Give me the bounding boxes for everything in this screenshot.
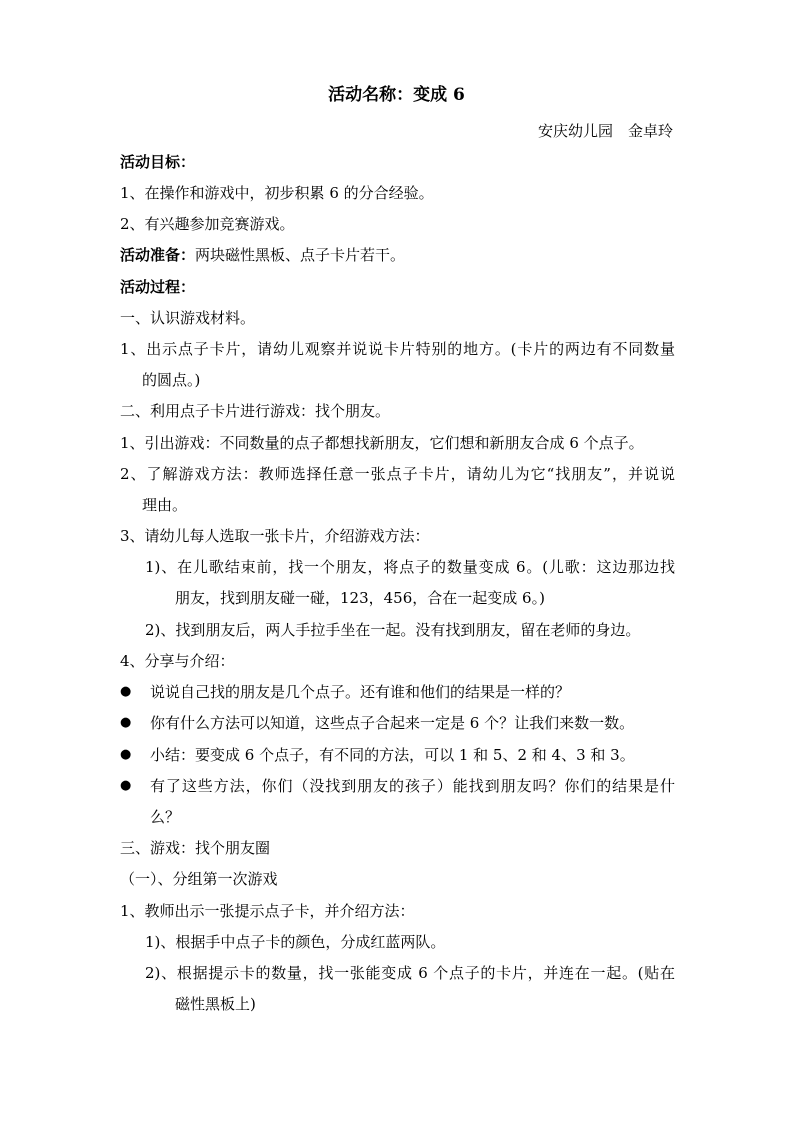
section-3-item-1-sub-2-cont: 磁性黑板上)	[175, 995, 256, 1013]
bullet-item-3: 小结：要变成 6 个点子，有不同的方法，可以 1 和 5、2 和 4、3 和 3。	[150, 746, 635, 764]
bullet-item-4: 有了这些方法，你们（没找到朋友的孩子）能找到朋友吗？你们的结果是什	[150, 777, 675, 795]
section-2-item-1: 1、引出游戏：不同数量的点子都想找新朋友，它们想和新朋友合成 6 个点子。	[120, 434, 644, 452]
section-2-item-2-cont: 理由。	[142, 496, 188, 514]
prep-line	[120, 239, 675, 271]
author-line: 安庆幼儿园 金卓玲	[537, 122, 673, 140]
bullet-dot-icon: ●	[120, 778, 132, 793]
section-2-item-3-sub-2: 2)、找到朋友后，两人手拉手坐在一起。没有找到朋友，留在老师的身边。	[145, 621, 641, 639]
prep-text: 两块磁性黑板、点子卡片若干。	[195, 246, 406, 264]
bullet-item-2: 你有什么方法可以知道，这些点子合起来一定是 6 个？让我们来数一数。	[150, 714, 635, 732]
goal-heading: 活动目标：	[120, 153, 196, 171]
goal-item-2: 2、有兴趣参加竞赛游戏。	[120, 215, 295, 233]
section-1-title: 一、认识游戏材料。	[120, 309, 256, 327]
bullet-item-1: 说说自己找的朋友是几个点子。还有谁和他们的结果是一样的？	[150, 683, 571, 701]
process-heading: 活动过程：	[120, 278, 196, 296]
section-2-item-3-sub-1-cont: 朋友，找到朋友碰一碰，123，456，合在一起变成 6。)	[175, 589, 545, 607]
section-3-subtitle: （一）、分组第一次游戏	[120, 870, 278, 888]
section-2-item-4: 4、分享与介绍：	[120, 652, 235, 670]
prep-label: 活动准备：	[120, 246, 196, 264]
section-2-item-3: 3、请幼儿每人选取一张卡片，介绍游戏方法：	[120, 527, 430, 545]
section-3-item-1: 1、教师出示一张提示点子卡，并介绍方法：	[120, 902, 415, 920]
bullet-item-4-cont: 么？	[150, 808, 181, 826]
section-3-item-1-sub-2: 2)、根据提示卡的数量，找一张能变成 6 个点子的卡片，并连在一起。(贴在	[145, 964, 675, 982]
section-2-title: 二、利用点子卡片进行游戏：找个朋友。	[120, 402, 391, 420]
bullet-dot-icon: ●	[120, 684, 132, 699]
section-1-item-1-cont: 的圆点。)	[142, 371, 201, 389]
page-title: 活动名称：变成 6	[328, 85, 465, 105]
section-3-item-1-sub-1: 1)、根据手中点子卡的颜色，分成红蓝两队。	[145, 933, 446, 951]
section-2-item-3-sub-1: 1)、在儿歌结束前，找一个朋友，将点子的数量变成 6。(儿歌：这边那边找	[145, 558, 675, 576]
section-3-title: 三、游戏：找个朋友圈	[120, 839, 271, 857]
section-2-item-2: 2、了解游戏方法：教师选择任意一张点子卡片，请幼儿为它“找朋友”，并说说	[120, 465, 675, 483]
goal-item-1: 1、在操作和游戏中，初步积累 6 的分合经验。	[120, 184, 434, 202]
section-1-item-1: 1、出示点子卡片，请幼儿观察并说说卡片特别的地方。(卡片的两边有不同数量	[120, 340, 675, 358]
bullet-dot-icon: ●	[120, 747, 132, 762]
bullet-dot-icon: ●	[120, 715, 132, 730]
